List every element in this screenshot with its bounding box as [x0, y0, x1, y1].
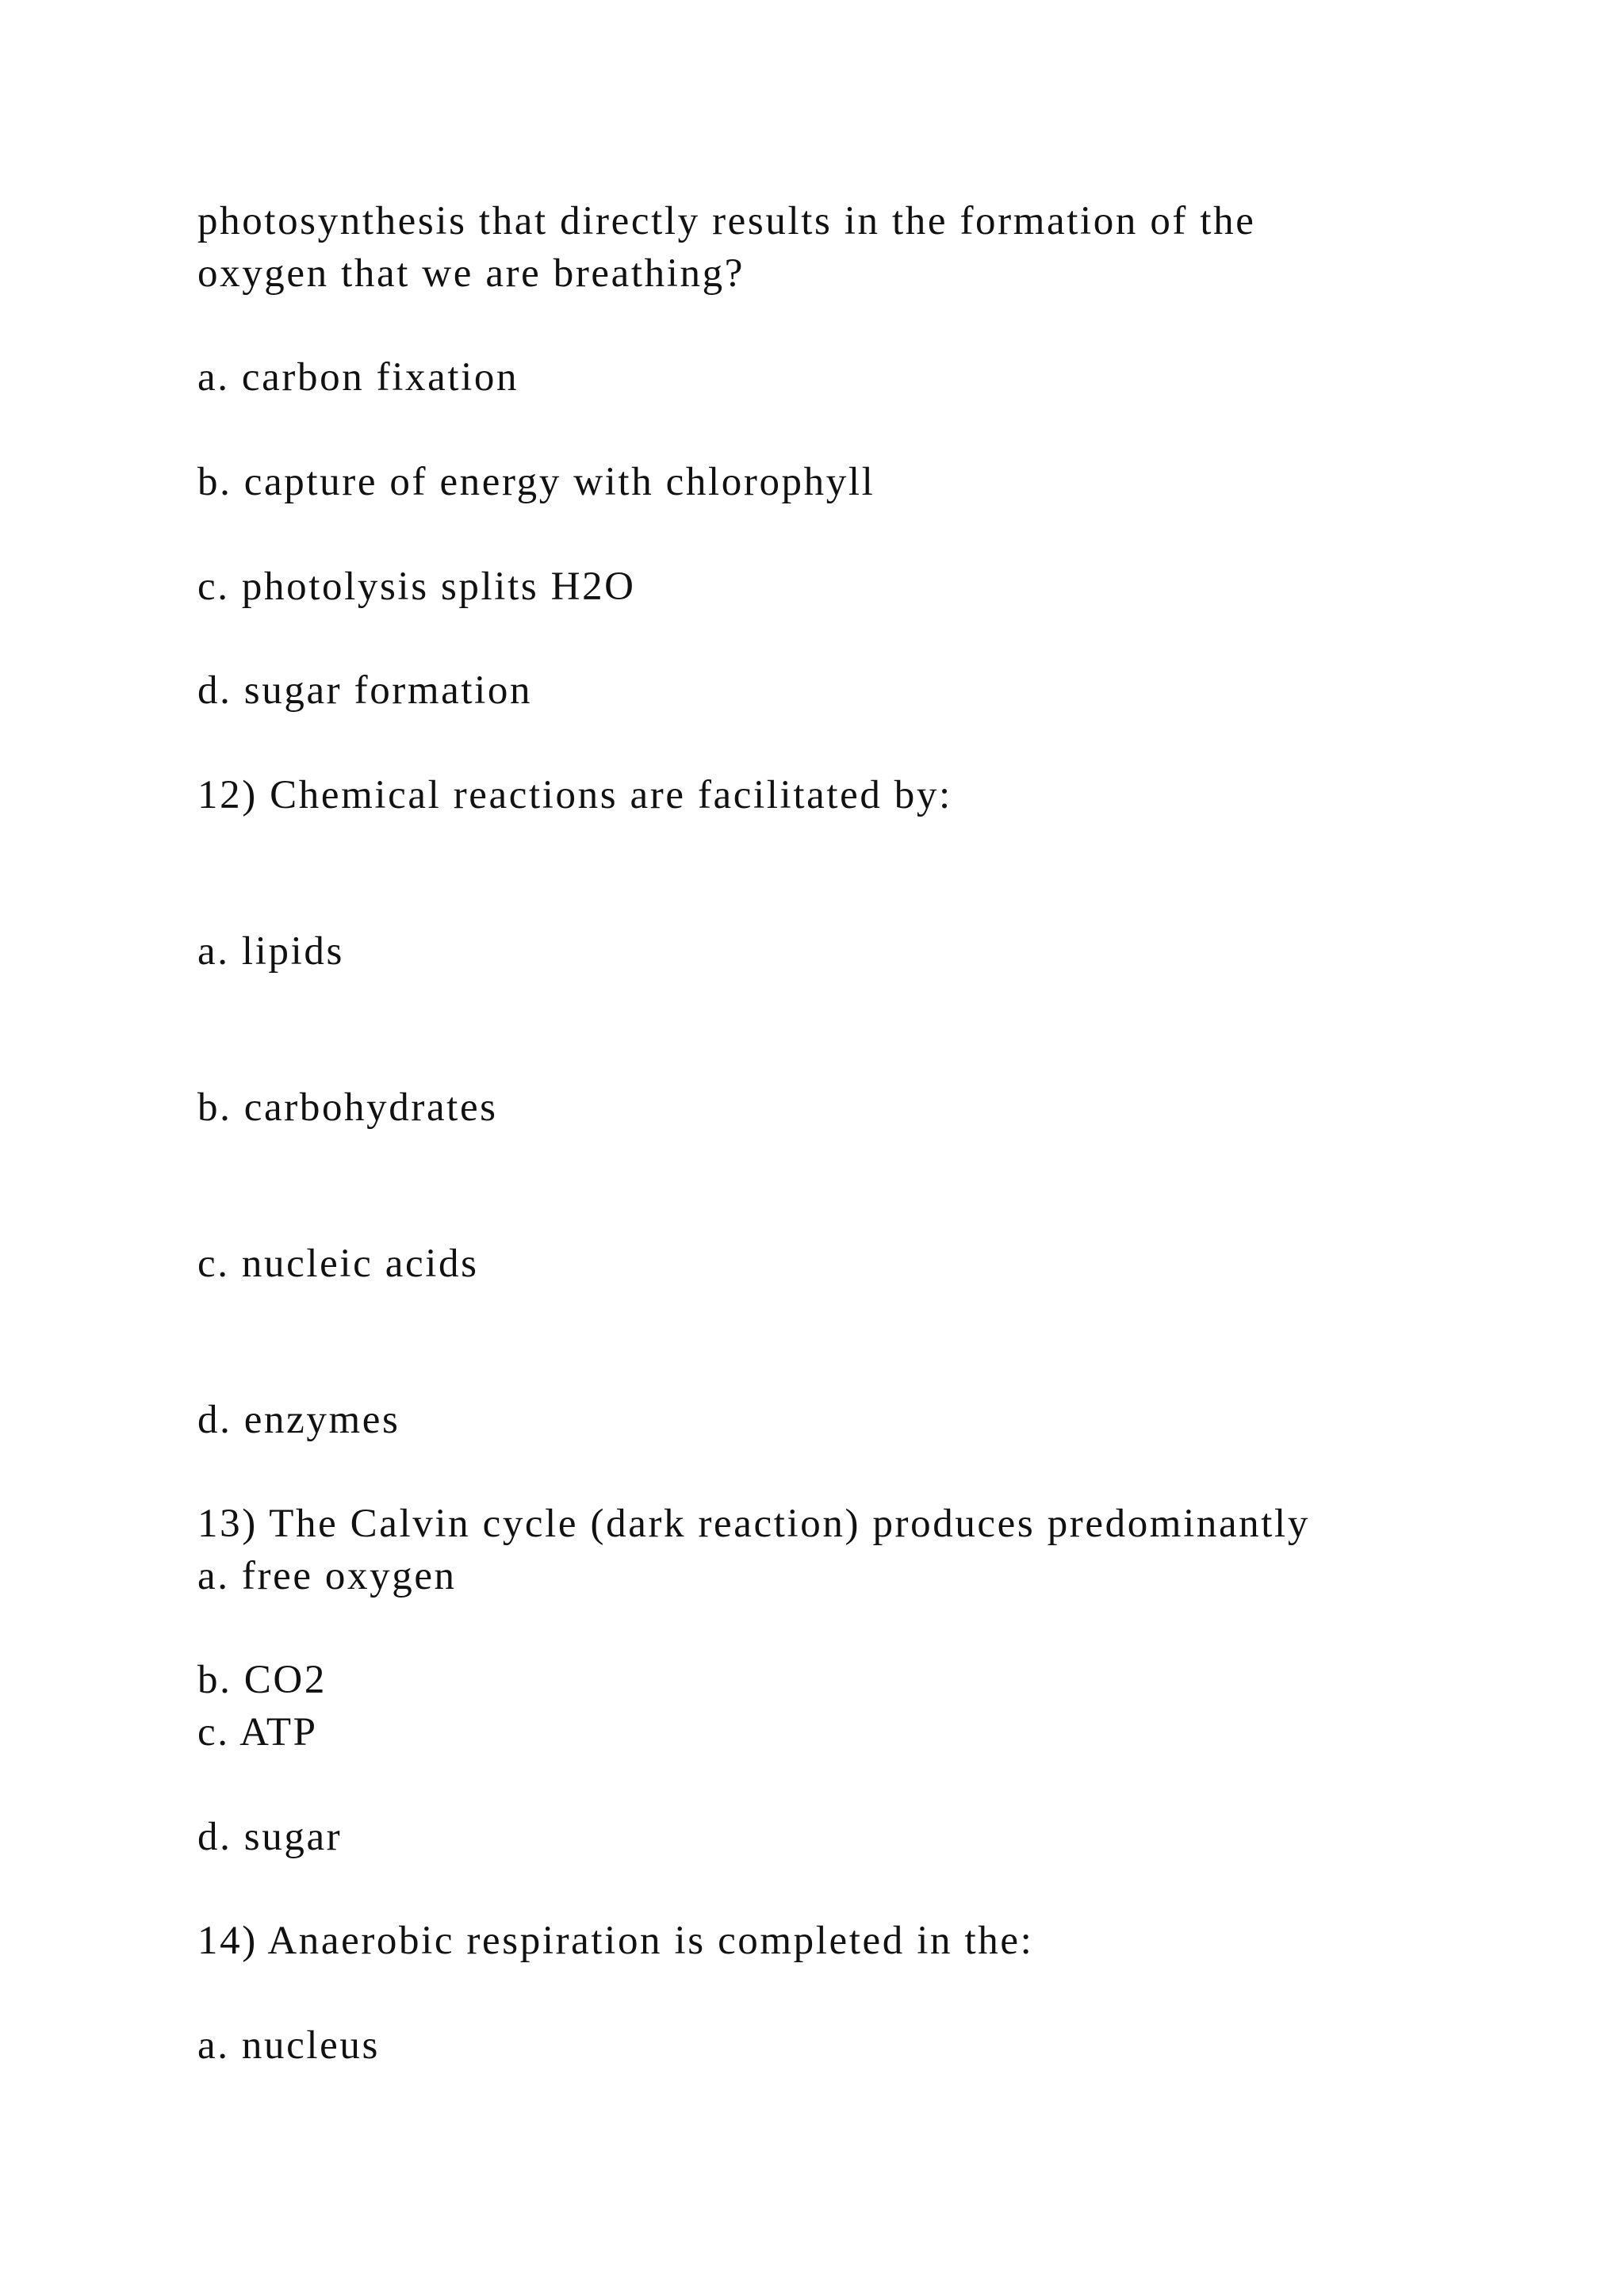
q12-option-c: c. nucleic acids	[197, 1242, 479, 1286]
q13-option-b: b. CO2	[197, 1658, 327, 1702]
q11-option-c: c. photolysis splits H2O	[197, 564, 636, 609]
q12-option-b: b. carbohydrates	[197, 1085, 498, 1130]
q13-option-c: c. ATP	[197, 1710, 318, 1755]
q11-stem-line-2: oxygen that we are breathing?	[197, 251, 745, 296]
q13-option-d: d. sugar	[197, 1815, 343, 1859]
q13-stem: 13) The Calvin cycle (dark reaction) produces predominantly	[197, 1502, 1310, 1546]
q14-option-a: a. nucleus	[197, 2023, 380, 2068]
q11-option-b: b. capture of energy with chlorophyll	[197, 460, 875, 504]
q11-option-d: d. sugar formation	[197, 668, 533, 713]
q11-stem-line-1: photosynthesis that directly results in the formation of the	[197, 199, 1256, 243]
q12-stem: 12) Chemical reactions are facilitated by:	[197, 773, 952, 817]
q11-option-a: a. carbon fixation	[197, 355, 519, 400]
q12-option-d: d. enzymes	[197, 1398, 400, 1442]
q14-stem: 14) Anaerobic respiration is completed in the:	[197, 1919, 1034, 1963]
q12-option-a: a. lipids	[197, 929, 344, 974]
q13-option-a: a. free oxygen	[197, 1554, 457, 1598]
